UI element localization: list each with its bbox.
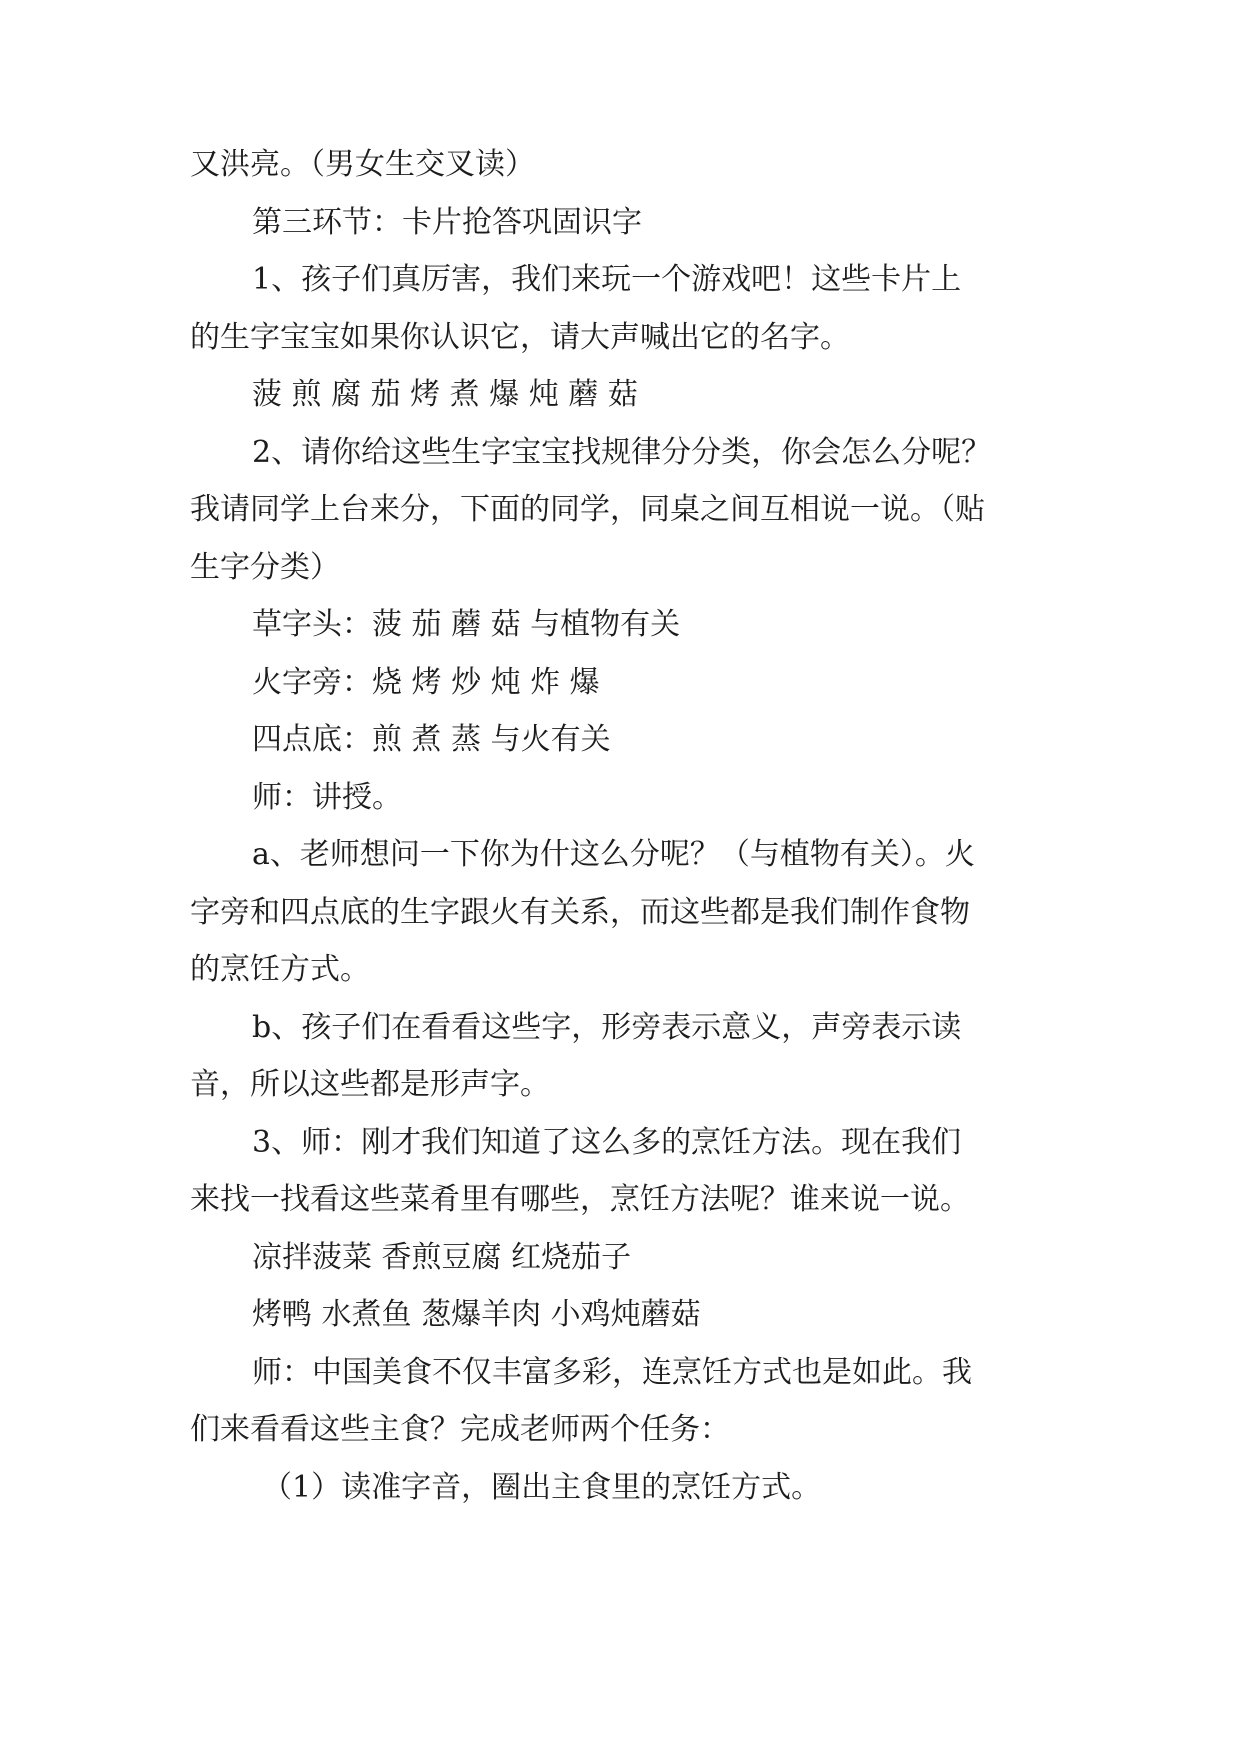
paragraph-line: 们来看看这些主食？完成老师两个任务： xyxy=(190,1412,730,1447)
paragraph-line: 我请同学上台来分，下面的同学，同桌之间互相说一说。（贴 xyxy=(190,492,985,527)
paragraph-line: 又洪亮。（男女生交叉读） xyxy=(190,147,535,182)
task-item: （1）读准字音，圈出主食里的烹饪方式。 xyxy=(262,1470,822,1505)
character-list: 菠 煎 腐 茄 烤 煮 爆 炖 蘑 菇 xyxy=(252,377,638,412)
paragraph-line: 1、孩子们真厉害，我们来玩一个游戏吧！这些卡片上 xyxy=(252,262,962,297)
paragraph-line: 生字分类） xyxy=(190,550,340,585)
category-line: 草字头：菠 茄 蘑 菇 与植物有关 xyxy=(252,607,681,642)
dish-list: 烤鸭 水煮鱼 葱爆羊肉 小鸡炖蘑菇 xyxy=(252,1297,701,1332)
category-line: 火字旁：烧 烤 炒 炖 炸 爆 xyxy=(252,665,600,700)
paragraph-line: a、老师想问一下你为什这么分呢？（与植物有关）。火 xyxy=(252,837,975,872)
paragraph-line: 音，所以这些都是形声字。 xyxy=(190,1067,550,1102)
paragraph-line: 师：讲授。 xyxy=(252,780,402,815)
paragraph-line: 的烹饪方式。 xyxy=(190,952,370,987)
section-heading: 第三环节：卡片抢答巩固识字 xyxy=(252,205,642,240)
paragraph-line: 来找一找看这些菜肴里有哪些，烹饪方法呢？谁来说一说。 xyxy=(190,1182,970,1217)
paragraph-line: 的生字宝宝如果你认识它，请大声喊出它的名字。 xyxy=(190,320,850,355)
dish-list: 凉拌菠菜 香煎豆腐 红烧茄子 xyxy=(252,1240,632,1275)
category-line: 四点底：煎 煮 蒸 与火有关 xyxy=(252,722,611,757)
paragraph-line: 2、请你给这些生字宝宝找规律分分类，你会怎么分呢？ xyxy=(252,435,992,470)
paragraph-line: 师：中国美食不仅丰富多彩，连烹饪方式也是如此。我 xyxy=(252,1355,972,1390)
paragraph-line: b、孩子们在看看这些字，形旁表示意义，声旁表示读 xyxy=(252,1010,962,1045)
paragraph-line: 3、师：刚才我们知道了这么多的烹饪方法。现在我们 xyxy=(252,1125,962,1160)
paragraph-line: 字旁和四点底的生字跟火有关系，而这些都是我们制作食物 xyxy=(190,895,970,930)
